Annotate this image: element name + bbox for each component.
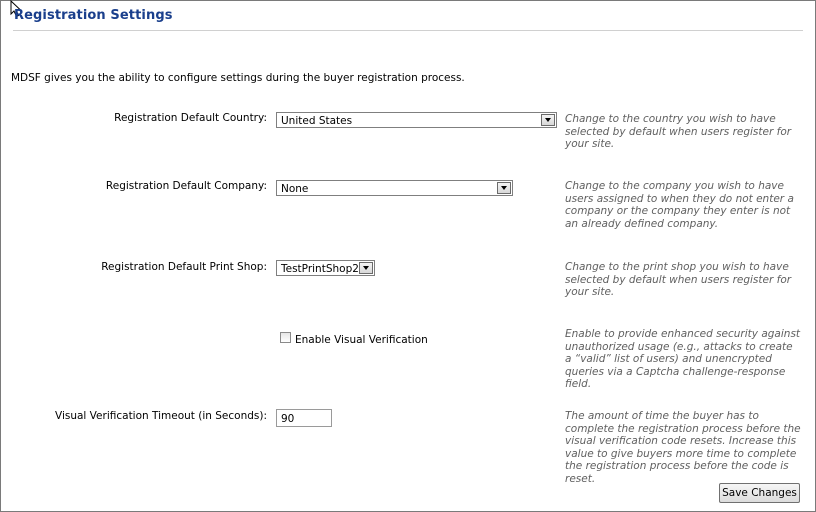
country-label: Registration Default Country: <box>114 112 267 124</box>
visual-verification-label[interactable]: Enable Visual Verification <box>295 334 428 346</box>
country-select[interactable] <box>276 112 557 128</box>
page-title: Registration Settings <box>14 8 173 23</box>
print-shop-select-value: TestPrintShop2 <box>281 263 359 275</box>
country-help: Change to the country you wish to have selected by default when users register for your site. <box>565 113 792 150</box>
print-shop-select[interactable] <box>276 260 375 276</box>
company-select[interactable] <box>276 180 513 196</box>
chevron-down-icon[interactable] <box>541 114 555 126</box>
company-label: Registration Default Company: <box>105 180 267 192</box>
timeout-help: The amount of time the buyer has to complete the registration process before the visual verification code resets. Increase this value to give buyers more time to complete the registration process before the code is reset. <box>565 410 801 485</box>
print-shop-label: Registration Default Print Shop: <box>101 261 267 273</box>
print-shop-help: Change to the print shop you wish to have selected by default when users register for your site. <box>565 261 792 298</box>
company-help: Change to the company you wish to have users assigned to when they do not enter a company or the company they enter is not an already defined company. <box>565 180 794 230</box>
timeout-label: Visual Verification Timeout (in Seconds): <box>55 410 267 422</box>
country-select-value: United States <box>281 115 353 127</box>
chevron-down-icon[interactable] <box>497 182 511 194</box>
timeout-input[interactable] <box>276 409 332 427</box>
save-changes-button[interactable]: Save Changes <box>719 483 800 503</box>
intro-text: MDSF gives you the ability to configure settings during the buyer registration process. <box>11 72 465 84</box>
visual-verification-help: Enable to provide enhanced security against unauthorized usage (e.g., attacks to create a “valid” list of users) and unencrypted queries via a Captcha challenge-response field. <box>565 328 801 390</box>
chevron-down-icon[interactable] <box>359 262 373 274</box>
title-divider <box>13 30 803 31</box>
company-select-value: None <box>281 183 309 195</box>
timeout-input-value: 90 <box>281 413 295 425</box>
visual-verification-checkbox[interactable] <box>280 332 291 343</box>
